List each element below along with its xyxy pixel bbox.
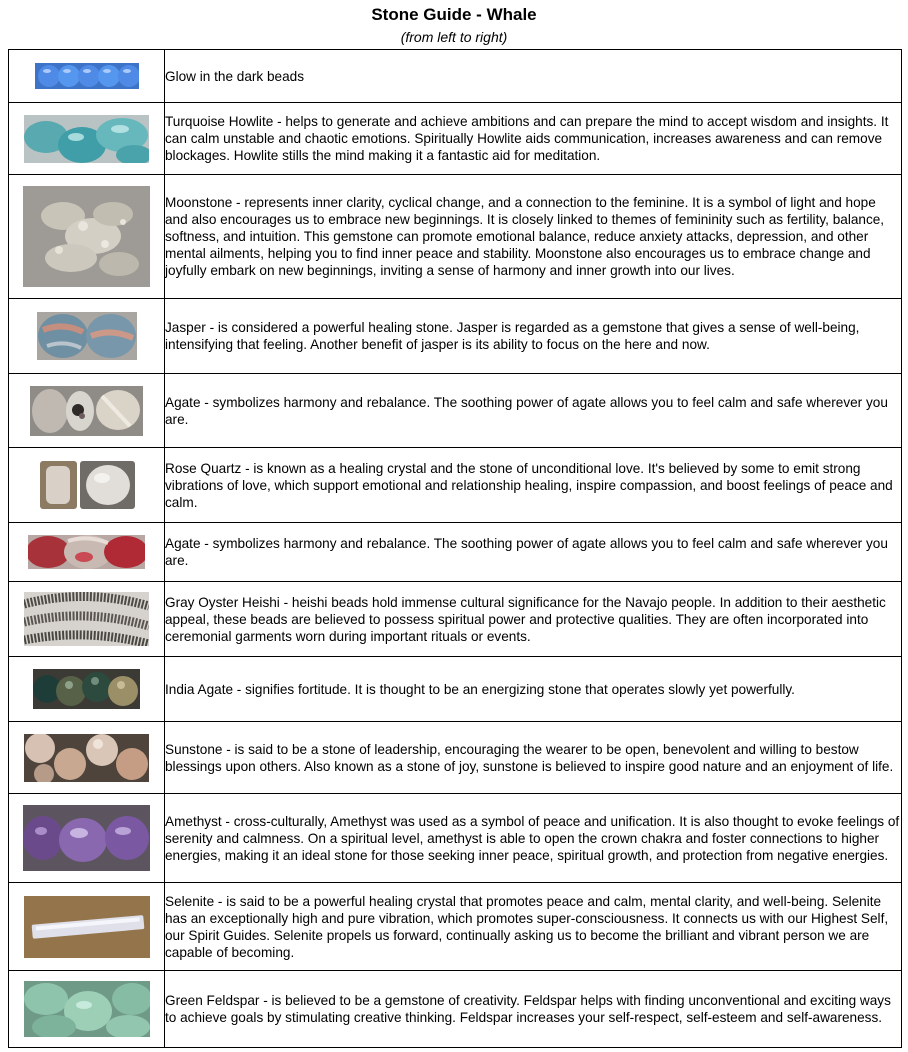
table-row bbox=[9, 103, 902, 175]
table-row bbox=[9, 971, 902, 1048]
page-title: Stone Guide - Whale bbox=[371, 5, 537, 24]
table-row bbox=[9, 722, 902, 794]
stone-description: Amethyst - cross-culturally, Amethyst was used as a symbol of peace and unification. It is also thought to evoke feelings of serenity and calmness. On a spiritual level, amethyst is able to open the crown chakra and foster connections to higher energies, making it an ideal stone for those seeking inner peace, spiritual growth, and protection from negative energies. bbox=[165, 794, 902, 883]
table-row bbox=[9, 794, 902, 883]
amethyst-image bbox=[23, 805, 150, 871]
moonstone-image bbox=[23, 186, 150, 287]
green-feldspar-image bbox=[24, 981, 150, 1037]
table-row bbox=[9, 657, 902, 722]
table-row bbox=[9, 175, 902, 299]
stone-description: Rose Quartz - is known as a healing crystal and the stone of unconditional love. It's believed by some to emit strong vibrations of love, which support emotional and relationship healing, inspire compassion, and boost feelings of peace and calm. bbox=[165, 448, 902, 523]
table-row bbox=[9, 299, 902, 374]
stone-description: Gray Oyster Heishi - heishi beads hold immense cultural significance for the Navajo people. In addition to their aesthetic appeal, these beads are believed to possess spiritual power and protective qualities. They are often incorporated into ceremonial garments worn during important rituals or events. bbox=[165, 582, 902, 657]
table-row bbox=[9, 374, 902, 448]
agate-image bbox=[28, 535, 145, 569]
page-subtitle: (from left to right) bbox=[400, 29, 508, 45]
stone-guide-table bbox=[8, 49, 902, 1048]
stone-description: Selenite - is said to be a powerful healing crystal that promotes peace and calm, mental clarity, and well-being. Selenite has an exceptionally high and pure vibration, which promotes super-consciousness. It connects us with our Highest Self, our Spirit Guides. Selenite propels us forward, continually asking us to become the brilliant and vibrant person we are capable of becoming. bbox=[165, 883, 902, 971]
stone-description: Agate - symbolizes harmony and rebalance. The soothing power of agate allows you to feel calm and safe wherever you are. bbox=[165, 374, 902, 448]
table-row bbox=[9, 883, 902, 971]
stone-description: Agate - symbolizes harmony and rebalance. The soothing power of agate allows you to feel calm and safe wherever you are. bbox=[165, 523, 902, 582]
india-agate-image bbox=[33, 669, 140, 709]
sunstone-image bbox=[24, 734, 149, 782]
stone-description: Moonstone - represents inner clarity, cyclical change, and a connection to the feminine. It is a symbol of light and hope and also encourages us to embrace new beginnings. It is closely linked to themes of femininity such as fertility, balance, softness, and intuition. This gemstone can promote emotional balance, reduce anxiety attacks, depression, and other mental ailments, helping you to find inner peace and stability. Moonstone also encourages us to embrace change and joyfully embark on new beginnings, inviting a sense of harmony and inner growth into our lives. bbox=[165, 175, 902, 299]
agate-image bbox=[30, 386, 143, 436]
stone-description: Turquoise Howlite - helps to generate and achieve ambitions and can prepare the mind to accept wisdom and insights. It can calm unstable and chaotic emotions. Spiritually Howlite aids communication, increases awareness and can remove blockages. Howlite stills the mind making it a fantastic aid for meditation. bbox=[165, 103, 902, 175]
rose-quartz-image bbox=[38, 460, 135, 510]
table-row bbox=[9, 523, 902, 582]
stone-description: Glow in the dark beads bbox=[165, 50, 902, 103]
jasper-image bbox=[37, 312, 137, 360]
table-row bbox=[9, 448, 902, 523]
table-row bbox=[9, 50, 902, 103]
stone-description: Sunstone - is said to be a stone of leadership, encouraging the wearer to be open, benevolent and willing to bestow blessings upon others. Also known as a stone of joy, sunstone is believed to inspire good nature and an enjoyment of life. bbox=[165, 722, 902, 794]
turquoise-howlite-image bbox=[24, 115, 149, 163]
stone-description: Green Feldspar - is believed to be a gemstone of creativity. Feldspar helps with finding unconventional and exciting ways to achieve goals by stimulating creative thinking. Feldspar increases your self-respect, self-esteem and self-awareness. bbox=[165, 971, 902, 1048]
glow-beads-image bbox=[35, 63, 139, 89]
gray-oyster-heishi-image bbox=[24, 592, 149, 646]
table-row bbox=[9, 582, 902, 657]
stone-description: Jasper - is considered a powerful healing stone. Jasper is regarded as a gemstone that gives a sense of well-being, intensifying that feeling. Another benefit of jasper is its ability to focus on the here and now. bbox=[165, 299, 902, 374]
stone-description: India Agate - signifies fortitude. It is thought to be an energizing stone that operates slowly yet powerfully. bbox=[165, 657, 902, 722]
selenite-image bbox=[24, 896, 150, 958]
